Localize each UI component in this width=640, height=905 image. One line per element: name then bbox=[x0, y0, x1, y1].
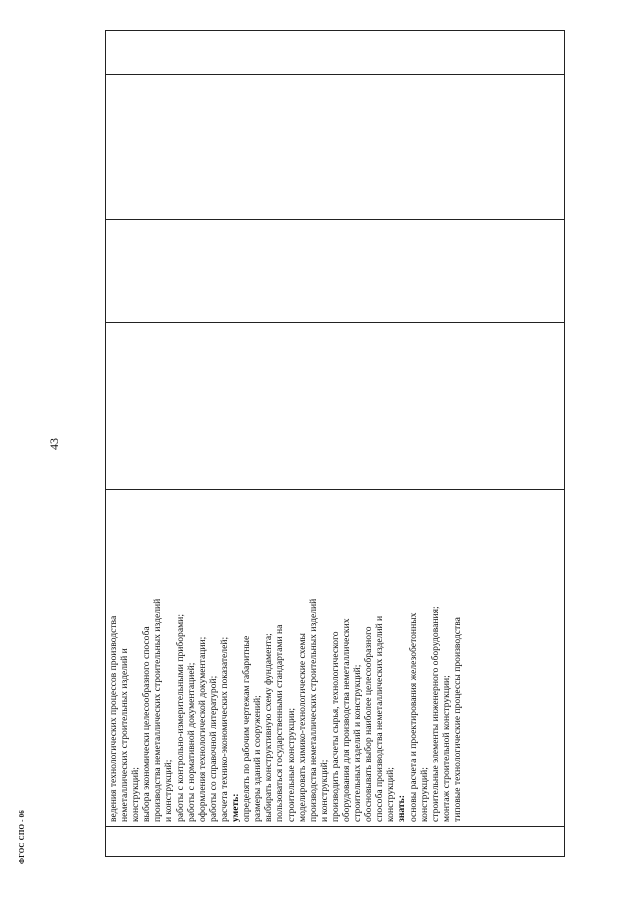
content-line: производить расчеты сырья, технологического bbox=[329, 631, 341, 822]
content-text bbox=[106, 490, 463, 826]
content-line: типовые технологические процессы производства bbox=[451, 617, 463, 822]
section-heading: уметь: bbox=[230, 793, 242, 822]
content-line: конструкций; bbox=[385, 767, 397, 822]
content-line: неметаллических строительных изделий и bbox=[119, 648, 131, 822]
content-line: строительные конструкции; bbox=[285, 707, 297, 822]
content-line: конструкций; bbox=[418, 767, 430, 822]
content-line: выбора экономически целесообразного способа bbox=[141, 626, 153, 822]
content-line: расчета технико-экономических показателей; bbox=[218, 636, 230, 822]
table-cell-content bbox=[106, 489, 564, 826]
content-line: производства неметаллических строительных изделий bbox=[152, 598, 164, 822]
content-line: производства неметаллических строительных изделий bbox=[307, 598, 319, 822]
content-line: конструкций; bbox=[130, 767, 142, 822]
content-line: выбирать конструктивную схему фундамента; bbox=[263, 633, 275, 822]
content-line: строительных изделий и конструкций; bbox=[352, 664, 364, 822]
content-line: размеры зданий и сооружений; bbox=[252, 695, 264, 822]
content-line: монтаж строительной конструкции; bbox=[440, 675, 452, 822]
content-line: способа производства неметаллических изделий и bbox=[374, 615, 386, 822]
table-cell-empty-2 bbox=[106, 219, 564, 322]
content-line: обосновывать выбор наиболее целесообразного bbox=[363, 626, 375, 822]
content-line: оборудования для производства неметаллических bbox=[340, 618, 352, 822]
table-cell-empty-4 bbox=[106, 29, 564, 74]
content-line: работы со справочной литературой; bbox=[207, 675, 219, 822]
content-line: работы с нормативной документацией; bbox=[185, 662, 197, 822]
page-number: 43 bbox=[47, 438, 61, 450]
content-line: пользоваться государственными стандартами на bbox=[274, 624, 286, 822]
content-line: оформления технологической документации; bbox=[196, 636, 208, 822]
footer-code: ФГОС СПО - 06 bbox=[18, 809, 26, 864]
content-line: ведения технологических процессов производства bbox=[108, 615, 119, 822]
table-cell-index bbox=[106, 826, 564, 856]
content-line: работы с контрольно-измерительными приборами; bbox=[174, 614, 186, 822]
content-line: строительные элементы инженерного оборудования; bbox=[429, 606, 441, 822]
competency-table bbox=[105, 30, 565, 857]
content-line: моделировать химико-технологические схемы bbox=[296, 632, 308, 822]
section-heading: знать: bbox=[396, 795, 408, 822]
content-line: основы расчета и проектирования железобетонных bbox=[407, 612, 419, 822]
content-line: и конструкций; bbox=[318, 759, 330, 822]
content-line: определять по рабочим чертежам габаритные bbox=[241, 635, 253, 822]
table-cell-empty-1 bbox=[106, 322, 564, 489]
table-cell-empty-3 bbox=[106, 74, 564, 219]
content-line: и конструкций; bbox=[163, 759, 175, 822]
